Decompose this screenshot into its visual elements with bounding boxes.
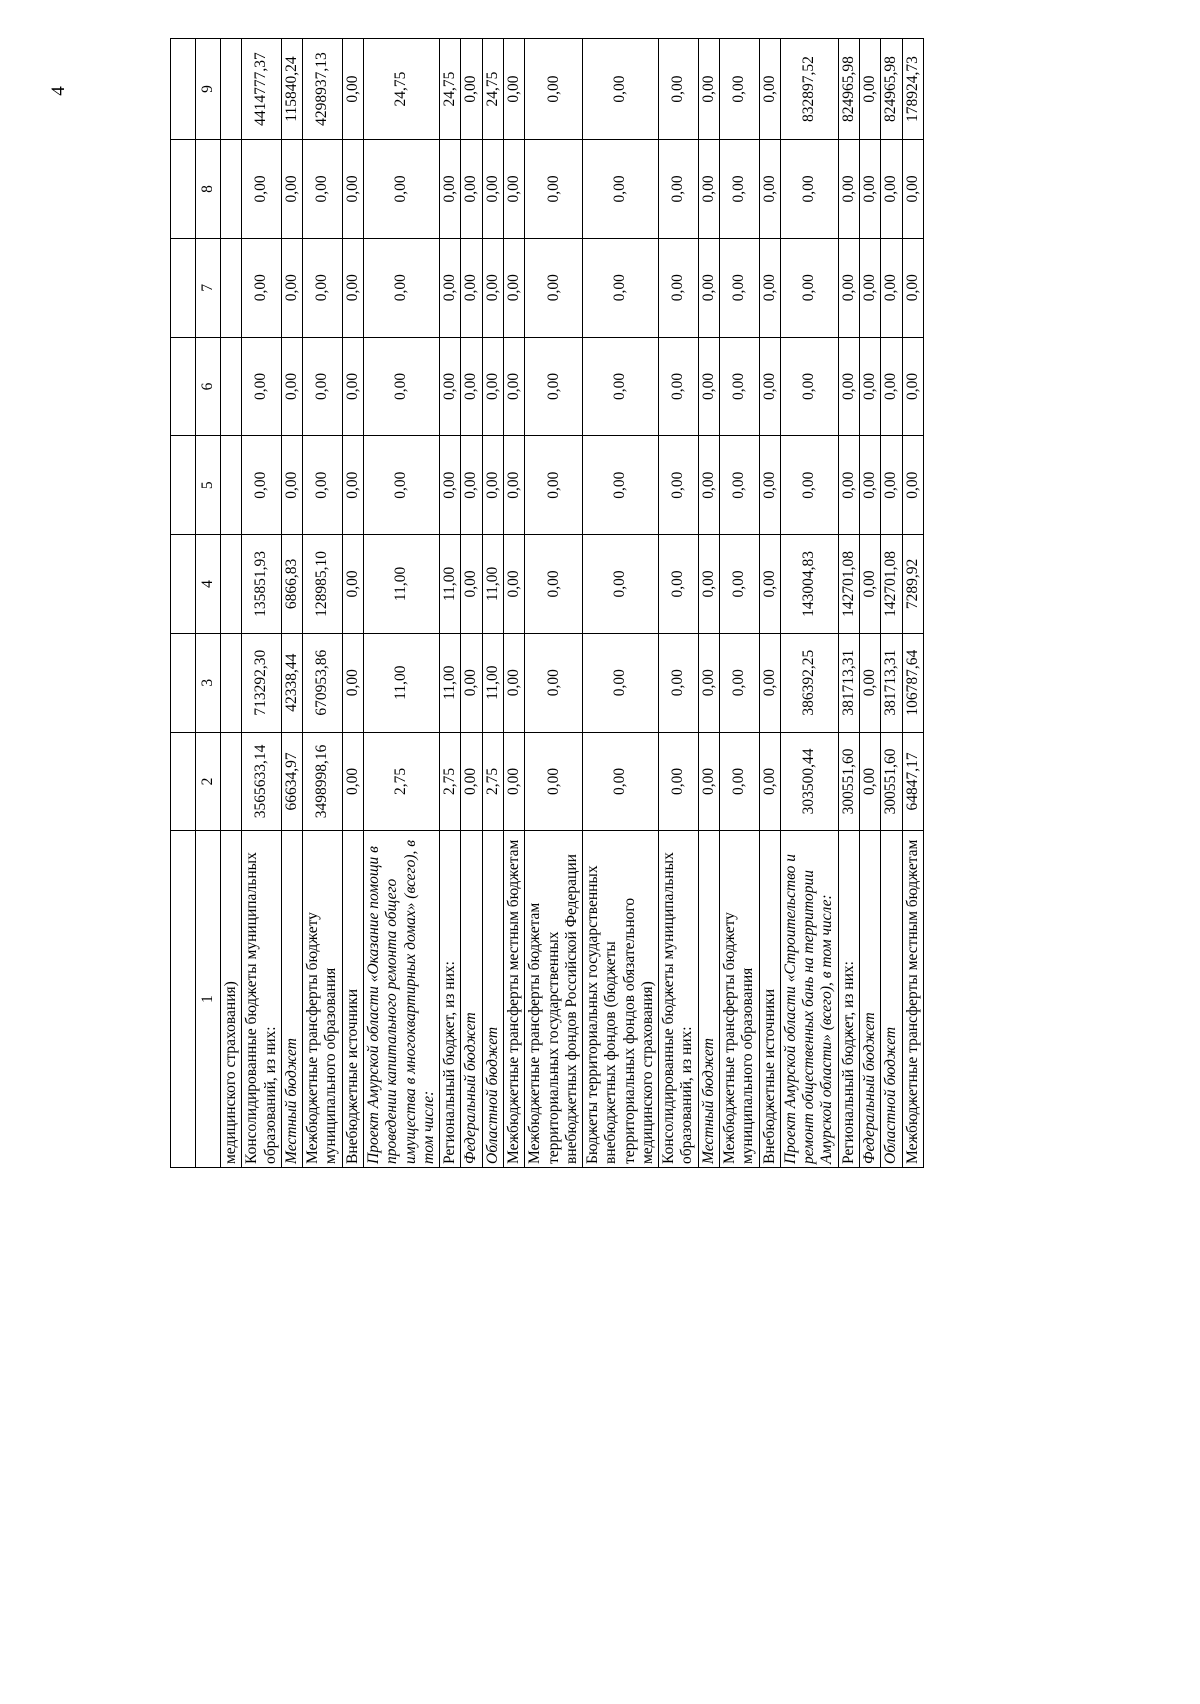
column-header: 5 [196,436,221,535]
row-label: Межбюджетные трансферты бюджетам территориальных государственных внебюджетных фондов Российской Федерации [525,831,583,1168]
value-cell: 0,00 [759,732,780,831]
value-cell: 11,00 [482,633,503,732]
value-cell: 0,00 [902,238,923,337]
blank-cell [171,436,196,535]
value-cell: 0,00 [902,436,923,535]
value-cell: 670953,86 [303,633,343,732]
value-cell: 0,00 [503,337,524,436]
value-cell: 0,00 [281,436,302,535]
value-cell: 0,00 [303,436,343,535]
value-cell: 0,00 [698,436,719,535]
value-cell: 0,00 [440,436,461,535]
value-cell: 142701,08 [881,535,902,634]
table-row [860,39,881,1168]
value-cell: 0,00 [242,337,282,436]
value-cell: 11,00 [482,535,503,634]
column-header: 3 [196,633,221,732]
table-row [303,39,343,1168]
value-cell: 0,00 [363,140,439,239]
value-cell: 0,00 [342,535,363,634]
value-cell: 0,00 [281,140,302,239]
value-cell: 0,00 [659,39,699,140]
value-cell: 0,00 [461,436,482,535]
value-cell: 0,00 [342,337,363,436]
value-cell: 0,00 [503,39,524,140]
value-cell: 300551,60 [838,732,859,831]
page-number: 4 [47,86,69,96]
table-row [363,39,439,1168]
table-body [171,39,924,1168]
value-cell: 0,00 [525,633,583,732]
value-cell: 0,00 [659,436,699,535]
value-cell: 0,00 [759,633,780,732]
value-cell: 0,00 [525,732,583,831]
value-cell: 300551,60 [881,732,902,831]
blank-cell [171,633,196,732]
value-cell: 0,00 [583,535,659,634]
rotated-page [170,38,1090,1168]
column-header: 9 [196,39,221,140]
value-cell: 0,00 [342,732,363,831]
value-cell: 178924,73 [902,39,923,140]
table-row [342,39,363,1168]
value-cell: 0,00 [759,39,780,140]
value-cell: 0,00 [698,633,719,732]
value-cell: 0,00 [720,436,760,535]
row-label: Федеральный бюджет [860,831,881,1168]
table-row [838,39,859,1168]
value-cell: 0,00 [482,238,503,337]
value-cell: 0,00 [303,238,343,337]
value-cell: 0,00 [659,238,699,337]
row-label: Межбюджетные трансферты бюджету муниципального образования [303,831,343,1168]
value-cell: 0,00 [720,238,760,337]
value-cell: 11,00 [363,633,439,732]
value-cell: 381713,31 [881,633,902,732]
value-cell: 0,00 [759,140,780,239]
value-cell: 0,00 [720,140,760,239]
value-cell: 0,00 [503,238,524,337]
row-label: Проект Амурской области «Строительство и ремонт общественных бань на территории Амурской области» (всего), в том числе: [780,831,838,1168]
column-header: 2 [196,732,221,831]
table-row [698,39,719,1168]
table-row [440,39,461,1168]
column-header: 4 [196,535,221,634]
value-cell: 832897,52 [780,39,838,140]
value-cell: 11,00 [440,633,461,732]
value-cell [221,238,242,337]
blank-cell [171,238,196,337]
table-row [482,39,503,1168]
table-row [902,39,923,1168]
table-row [503,39,524,1168]
value-cell: 0,00 [860,238,881,337]
value-cell: 2,75 [440,732,461,831]
value-cell: 824965,98 [881,39,902,140]
table-row [221,39,242,1168]
value-cell: 0,00 [838,436,859,535]
row-label: Межбюджетные трансферты местным бюджетам [902,831,923,1168]
value-cell: 0,00 [440,337,461,436]
value-cell: 143004,83 [780,535,838,634]
value-cell: 0,00 [461,238,482,337]
value-cell: 4414777,37 [242,39,282,140]
value-cell: 0,00 [461,633,482,732]
row-label: Местный бюджет [698,831,719,1168]
value-cell: 4298937,13 [303,39,343,140]
value-cell: 0,00 [525,535,583,634]
row-label: Внебюджетные источники [342,831,363,1168]
value-cell: 0,00 [659,337,699,436]
value-cell: 0,00 [242,140,282,239]
table-row [881,39,902,1168]
column-number-row [196,39,221,1168]
value-cell: 0,00 [659,633,699,732]
value-cell: 66634,97 [281,732,302,831]
value-cell: 0,00 [342,39,363,140]
table-row [583,39,659,1168]
value-cell [221,140,242,239]
value-cell: 24,75 [482,39,503,140]
value-cell: 0,00 [838,337,859,436]
value-cell: 142701,08 [838,535,859,634]
value-cell: 3565633,14 [242,732,282,831]
value-cell [221,633,242,732]
value-cell: 0,00 [503,732,524,831]
value-cell: 0,00 [461,337,482,436]
value-cell: 0,00 [583,337,659,436]
value-cell: 0,00 [583,39,659,140]
value-cell: 0,00 [583,732,659,831]
value-cell: 0,00 [503,633,524,732]
value-cell: 0,00 [759,436,780,535]
value-cell: 0,00 [838,238,859,337]
blank-header-row [171,39,196,1168]
value-cell: 0,00 [363,436,439,535]
value-cell: 0,00 [881,436,902,535]
value-cell: 11,00 [440,535,461,634]
value-cell: 0,00 [525,337,583,436]
value-cell: 0,00 [342,436,363,535]
value-cell [221,732,242,831]
value-cell: 0,00 [281,238,302,337]
value-cell: 0,00 [482,436,503,535]
value-cell: 0,00 [881,140,902,239]
value-cell: 0,00 [780,140,838,239]
value-cell: 0,00 [780,436,838,535]
value-cell: 0,00 [583,140,659,239]
value-cell: 381713,31 [838,633,859,732]
row-label: Проект Амурской области «Оказание помощи в проведении капитального ремонта общего имущества в многоквартирных домах» (всего), в том числе: [363,831,439,1168]
value-cell: 24,75 [440,39,461,140]
value-cell: 0,00 [659,535,699,634]
row-label: Областной бюджет [482,831,503,1168]
value-cell: 0,00 [525,436,583,535]
value-cell: 0,00 [698,732,719,831]
value-cell: 115840,24 [281,39,302,140]
value-cell: 106787,64 [902,633,923,732]
value-cell: 0,00 [860,633,881,732]
value-cell: 0,00 [503,535,524,634]
value-cell: 0,00 [860,39,881,140]
value-cell: 0,00 [698,140,719,239]
value-cell: 0,00 [303,140,343,239]
table-row [525,39,583,1168]
table-row [780,39,838,1168]
value-cell: 128985,10 [303,535,343,634]
value-cell: 2,75 [363,732,439,831]
value-cell: 64847,17 [902,732,923,831]
value-cell: 6866,83 [281,535,302,634]
column-header: 1 [196,831,221,1168]
column-header: 6 [196,337,221,436]
budget-table [170,38,924,1168]
row-label: Региональный бюджет, из них: [838,831,859,1168]
value-cell: 0,00 [860,732,881,831]
value-cell: 0,00 [698,39,719,140]
value-cell: 42338,44 [281,633,302,732]
blank-cell [171,535,196,634]
value-cell: 0,00 [525,238,583,337]
value-cell: 0,00 [720,337,760,436]
value-cell: 0,00 [838,140,859,239]
value-cell: 0,00 [482,337,503,436]
row-label: Консолидированные бюджеты муниципальных образований, из них: [242,831,282,1168]
value-cell: 303500,44 [780,732,838,831]
row-label: Межбюджетные трансферты местным бюджетам [503,831,524,1168]
row-label: медицинского страхования) [221,831,242,1168]
row-label: Внебюджетные источники [759,831,780,1168]
value-cell: 0,00 [698,535,719,634]
value-cell [221,535,242,634]
value-cell: 2,75 [482,732,503,831]
value-cell: 0,00 [780,238,838,337]
value-cell: 0,00 [342,633,363,732]
value-cell: 0,00 [659,732,699,831]
value-cell: 0,00 [583,633,659,732]
row-label: Местный бюджет [281,831,302,1168]
value-cell [221,436,242,535]
table-row [242,39,282,1168]
value-cell: 0,00 [281,337,302,436]
value-cell: 824965,98 [838,39,859,140]
value-cell: 0,00 [720,535,760,634]
row-label: Региональный бюджет, из них: [440,831,461,1168]
value-cell: 0,00 [860,436,881,535]
row-label: Консолидированные бюджеты муниципальных образований, из них: [659,831,699,1168]
value-cell: 0,00 [881,337,902,436]
row-label: Бюджеты территориальных государственных внебюджетных фондов (бюджеты территориальных фондов обязательного медицинского страхования) [583,831,659,1168]
value-cell: 0,00 [342,140,363,239]
value-cell: 3498998,16 [303,732,343,831]
value-cell: 0,00 [860,337,881,436]
value-cell: 0,00 [525,39,583,140]
blank-cell [171,337,196,436]
value-cell: 0,00 [759,238,780,337]
value-cell: 11,00 [363,535,439,634]
value-cell: 0,00 [698,238,719,337]
value-cell: 0,00 [461,39,482,140]
value-cell: 0,00 [242,238,282,337]
value-cell: 0,00 [881,238,902,337]
value-cell: 0,00 [659,140,699,239]
value-cell: 0,00 [902,140,923,239]
column-header: 8 [196,140,221,239]
blank-cell [171,732,196,831]
value-cell: 0,00 [461,732,482,831]
value-cell: 0,00 [363,238,439,337]
table-row [659,39,699,1168]
value-cell: 0,00 [720,633,760,732]
value-cell: 0,00 [440,140,461,239]
row-label: Областной бюджет [881,831,902,1168]
value-cell: 0,00 [583,238,659,337]
value-cell: 0,00 [583,436,659,535]
table-row [720,39,760,1168]
value-cell: 0,00 [242,436,282,535]
blank-cell [171,140,196,239]
blank-cell [171,39,196,140]
value-cell: 0,00 [303,337,343,436]
value-cell: 0,00 [860,535,881,634]
value-cell: 0,00 [440,238,461,337]
value-cell: 0,00 [503,140,524,239]
value-cell: 0,00 [342,238,363,337]
value-cell: 0,00 [698,337,719,436]
value-cell: 135851,93 [242,535,282,634]
row-label: Межбюджетные трансферты бюджету муниципального образования [720,831,760,1168]
value-cell: 0,00 [720,39,760,140]
value-cell [221,337,242,436]
value-cell: 0,00 [902,337,923,436]
value-cell: 24,75 [363,39,439,140]
value-cell: 0,00 [720,732,760,831]
table-row [759,39,780,1168]
value-cell: 0,00 [525,140,583,239]
table-row [281,39,302,1168]
value-cell: 0,00 [461,140,482,239]
value-cell: 7289,92 [902,535,923,634]
value-cell: 386392,25 [780,633,838,732]
value-cell: 713292,30 [242,633,282,732]
value-cell: 0,00 [363,337,439,436]
row-label: Федеральный бюджет [461,831,482,1168]
value-cell: 0,00 [503,436,524,535]
value-cell: 0,00 [860,140,881,239]
table-row [461,39,482,1168]
value-cell: 0,00 [759,337,780,436]
value-cell: 0,00 [482,140,503,239]
value-cell [221,39,242,140]
value-cell: 0,00 [759,535,780,634]
value-cell: 0,00 [780,337,838,436]
blank-cell [171,831,196,1168]
column-header: 7 [196,238,221,337]
value-cell: 0,00 [461,535,482,634]
